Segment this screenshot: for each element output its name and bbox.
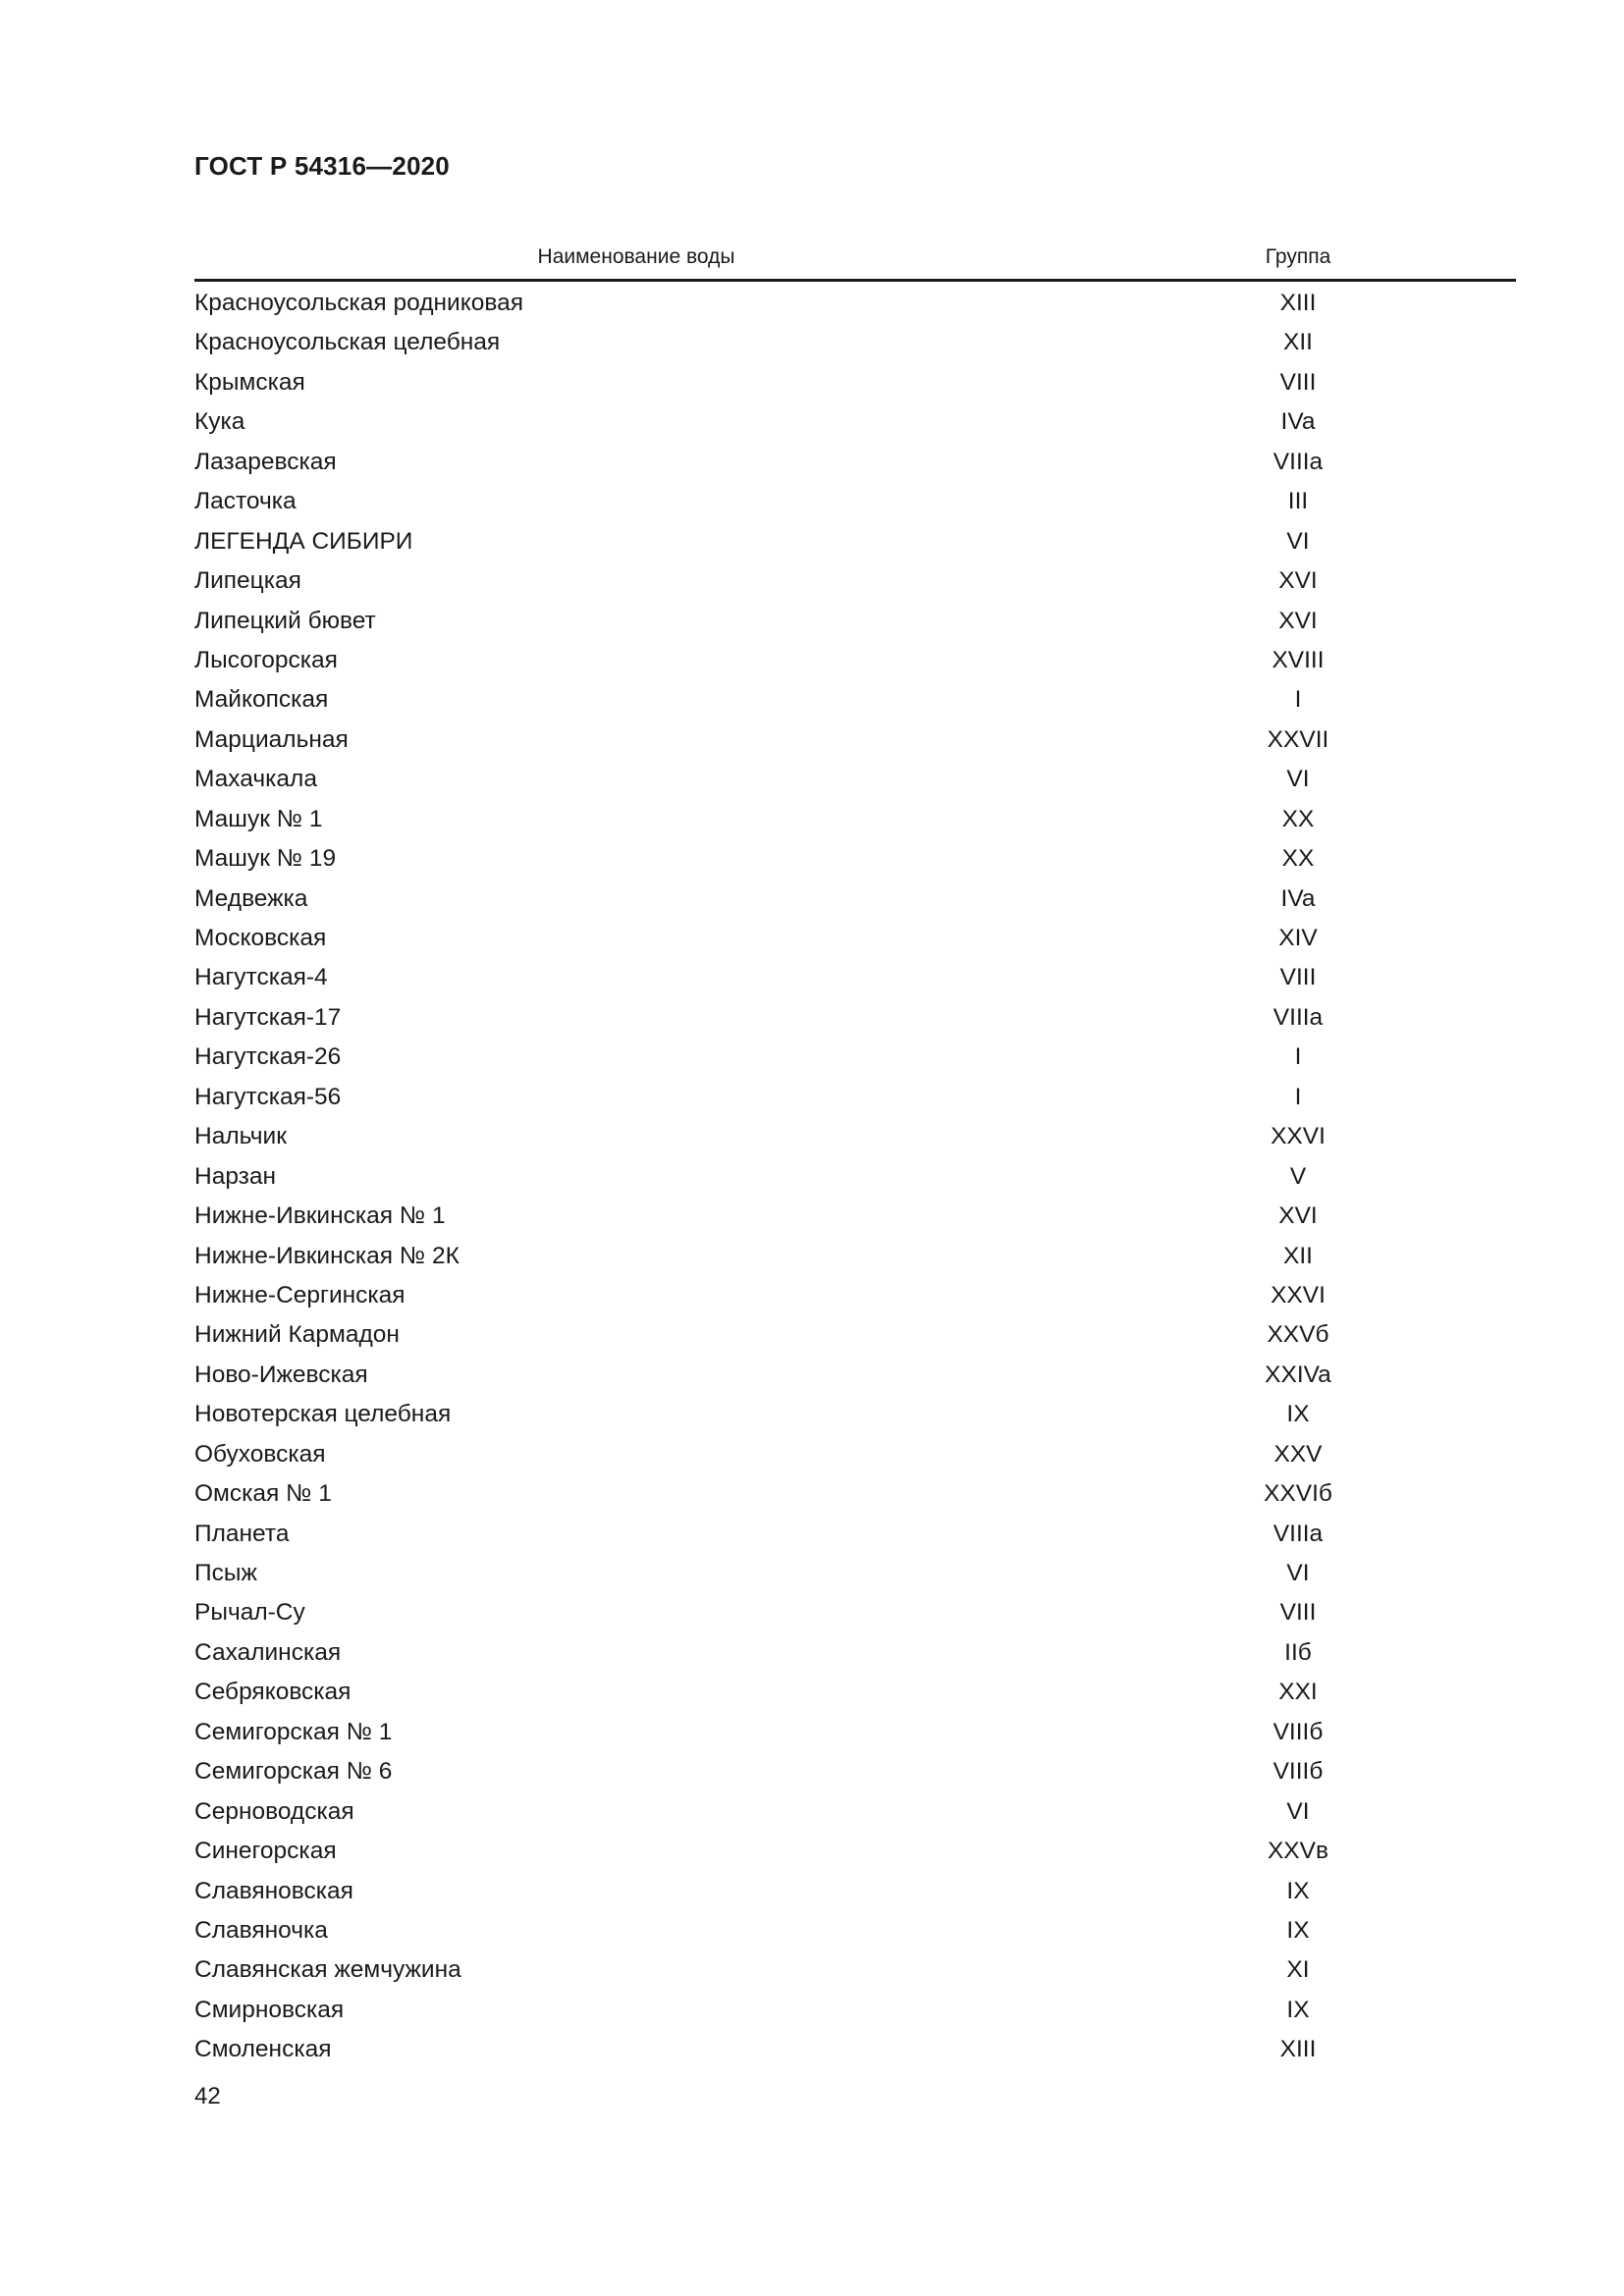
water-name-cell: Нижне-Сергинская: [194, 1281, 406, 1308]
water-group-cell: VI: [1286, 766, 1310, 793]
water-group-cell: VIIIб: [1272, 1718, 1324, 1745]
water-group-cell: VIIIa: [1272, 1520, 1324, 1547]
table-row: [194, 365, 1516, 404]
water-name-cell: Машук № 19: [194, 845, 337, 873]
water-group-cell: IVa: [1280, 408, 1316, 436]
table-row: [194, 1754, 1516, 1793]
water-name-cell: Сахалинская: [194, 1638, 342, 1666]
table-row: [194, 643, 1516, 682]
water-group-cell: VIIIa: [1272, 1003, 1324, 1031]
table-row: [194, 1834, 1516, 1873]
water-name-cell: Славянская жемчужина: [194, 1956, 461, 1984]
water-name-cell: Семигорская № 6: [194, 1758, 393, 1786]
water-group-cell: XVI: [1278, 1202, 1318, 1230]
table-row: [194, 1794, 1516, 1834]
table-row: [194, 1556, 1516, 1595]
water-group-cell: XII: [1283, 329, 1313, 356]
table-row: [194, 604, 1516, 643]
water-name-cell: Рычал-Су: [194, 1599, 305, 1627]
water-group-cell: V: [1289, 1162, 1307, 1190]
table-row: [194, 445, 1516, 484]
table-row: [194, 1952, 1516, 1992]
table-row: [194, 1000, 1516, 1040]
water-name-cell: Серноводская: [194, 1797, 354, 1825]
water-group-cell: XIII: [1279, 2036, 1317, 2063]
water-name-cell: Лазаревская: [194, 448, 337, 475]
water-group-cell: XXVб: [1267, 1321, 1329, 1349]
water-name-cell: Нальчик: [194, 1123, 287, 1150]
table-row: [194, 722, 1516, 762]
water-name-cell: Нарзан: [194, 1162, 277, 1190]
table-body: [194, 286, 1516, 2072]
water-name-cell: Липецкий бювет: [194, 607, 376, 634]
table-row: [194, 841, 1516, 881]
water-name-cell: Семигорская № 1: [194, 1718, 393, 1745]
water-name-cell: Махачкала: [194, 766, 317, 793]
water-name-cell: Марциальная: [194, 725, 349, 753]
water-name-cell: Нагутская-4: [194, 964, 328, 991]
table-row: [194, 1080, 1516, 1119]
water-name-cell: Машук № 1: [194, 805, 323, 832]
table-row: [194, 1993, 1516, 2032]
water-name-cell: Липецкая: [194, 567, 301, 595]
water-name-cell: Нагутская-26: [194, 1043, 342, 1071]
water-group-cell: III: [1287, 488, 1309, 515]
water-name-cell: Омская № 1: [194, 1480, 332, 1508]
water-group-cell: I: [1294, 686, 1302, 714]
table-row: [194, 1199, 1516, 1238]
water-group-cell: VIII: [1279, 368, 1317, 396]
water-group-cell: XXVII: [1267, 725, 1329, 753]
table-row: [194, 1119, 1516, 1158]
water-name-cell: Синегорская: [194, 1838, 337, 1865]
table-row: [194, 1040, 1516, 1079]
water-group-cell: VIIIa: [1272, 448, 1324, 475]
column-header-group: Группа: [1265, 245, 1331, 268]
document-title: ГОСТ Р 54316—2020: [194, 151, 450, 181]
table-row: [194, 325, 1516, 364]
water-group-cell: XIII: [1279, 290, 1317, 316]
table-row: [194, 1159, 1516, 1199]
water-name-cell: Московская: [194, 925, 327, 951]
water-name-cell: ЛЕГЕНДА СИБИРИ: [194, 527, 413, 555]
water-group-cell: IX: [1286, 1996, 1310, 2023]
table-row: [194, 1715, 1516, 1754]
water-group-cell: XVI: [1278, 567, 1318, 595]
water-name-cell: Нижне-Ивкинская № 2К: [194, 1242, 460, 1269]
water-group-cell: XVIII: [1272, 646, 1325, 673]
water-group-cell: XIV: [1278, 925, 1318, 951]
water-name-cell: Планета: [194, 1520, 290, 1547]
water-group-cell: XI: [1286, 1956, 1310, 1984]
water-name-cell: Новотерская целебная: [194, 1401, 452, 1428]
water-name-cell: Обуховская: [194, 1440, 326, 1468]
water-name-cell: Кука: [194, 408, 245, 436]
water-name-cell: Красноусольская родниковая: [194, 290, 523, 316]
water-group-cell: XXI: [1278, 1679, 1318, 1706]
water-group-cell: I: [1294, 1083, 1302, 1110]
table-row: [194, 1874, 1516, 1913]
water-name-cell: Медвежка: [194, 884, 308, 912]
table-row: [194, 286, 1516, 325]
table-row: [194, 1317, 1516, 1357]
water-group-cell: VIII: [1279, 964, 1317, 991]
table-row: [194, 921, 1516, 960]
water-group-cell: XXVI: [1271, 1281, 1326, 1308]
table-row: [194, 1517, 1516, 1556]
table-row: [194, 2032, 1516, 2071]
water-group-cell: IIб: [1284, 1638, 1312, 1666]
water-name-cell: Славяночка: [194, 1916, 328, 1944]
page-number: 42: [194, 2083, 221, 2109]
water-name-cell: Ласточка: [194, 488, 297, 515]
water-group-cell: I: [1294, 1043, 1302, 1071]
table-row: [194, 762, 1516, 801]
water-group-cell: XXIVa: [1265, 1361, 1331, 1388]
water-group-cell: IX: [1286, 1401, 1310, 1428]
water-name-cell: Смирновская: [194, 1996, 345, 2023]
water-group-cell: IX: [1286, 1916, 1310, 1944]
water-group-table: [194, 241, 1516, 2072]
water-group-cell: VIII: [1279, 1599, 1317, 1627]
table-row: [194, 881, 1516, 921]
water-group-cell: XII: [1283, 1242, 1313, 1269]
water-name-cell: Майкопская: [194, 686, 329, 714]
table-row: [194, 404, 1516, 444]
water-group-cell: XX: [1281, 845, 1315, 873]
water-group-cell: XXVв: [1267, 1838, 1329, 1865]
water-name-cell: Лысогорская: [194, 646, 338, 673]
water-group-cell: XXVIб: [1264, 1480, 1332, 1508]
table-row: [194, 1239, 1516, 1278]
table-row: [194, 802, 1516, 841]
water-name-cell: Псыж: [194, 1560, 257, 1586]
table-row: [194, 1358, 1516, 1397]
table-header: [194, 241, 1516, 282]
water-name-cell: Смоленская: [194, 2036, 332, 2063]
table-row: [194, 563, 1516, 603]
water-name-cell: Красноусольская целебная: [194, 329, 501, 356]
column-header-name: Наименование воды: [537, 245, 735, 268]
water-name-cell: Себряковская: [194, 1679, 352, 1706]
water-name-cell: Ново-Ижевская: [194, 1361, 368, 1388]
table-row: [194, 682, 1516, 721]
table-row: [194, 1913, 1516, 1952]
water-group-cell: XXV: [1273, 1440, 1323, 1468]
water-name-cell: Славяновская: [194, 1877, 353, 1904]
water-group-cell: IX: [1286, 1877, 1310, 1904]
water-group-cell: IVa: [1280, 884, 1316, 912]
water-group-cell: VIIIб: [1272, 1758, 1324, 1786]
table-row: [194, 960, 1516, 999]
table-row: [194, 484, 1516, 523]
water-group-cell: VI: [1286, 1560, 1310, 1586]
water-name-cell: Нижне-Ивкинская № 1: [194, 1202, 446, 1230]
water-name-cell: Нагутская-17: [194, 1003, 342, 1031]
water-group-cell: VI: [1286, 527, 1310, 555]
table-row: [194, 1595, 1516, 1634]
table-row: [194, 1278, 1516, 1317]
water-name-cell: Нагутская-56: [194, 1083, 342, 1110]
water-name-cell: Крымская: [194, 368, 305, 396]
water-group-cell: VI: [1286, 1797, 1310, 1825]
table-row: [194, 1397, 1516, 1436]
table-row: [194, 1675, 1516, 1714]
table-row: [194, 1635, 1516, 1675]
water-group-cell: XX: [1281, 805, 1315, 832]
table-row: [194, 1437, 1516, 1476]
water-group-cell: XXVI: [1271, 1123, 1326, 1150]
water-group-cell: XVI: [1278, 607, 1318, 634]
table-row: [194, 524, 1516, 563]
water-name-cell: Нижний Кармадон: [194, 1321, 400, 1349]
table-row: [194, 1476, 1516, 1516]
